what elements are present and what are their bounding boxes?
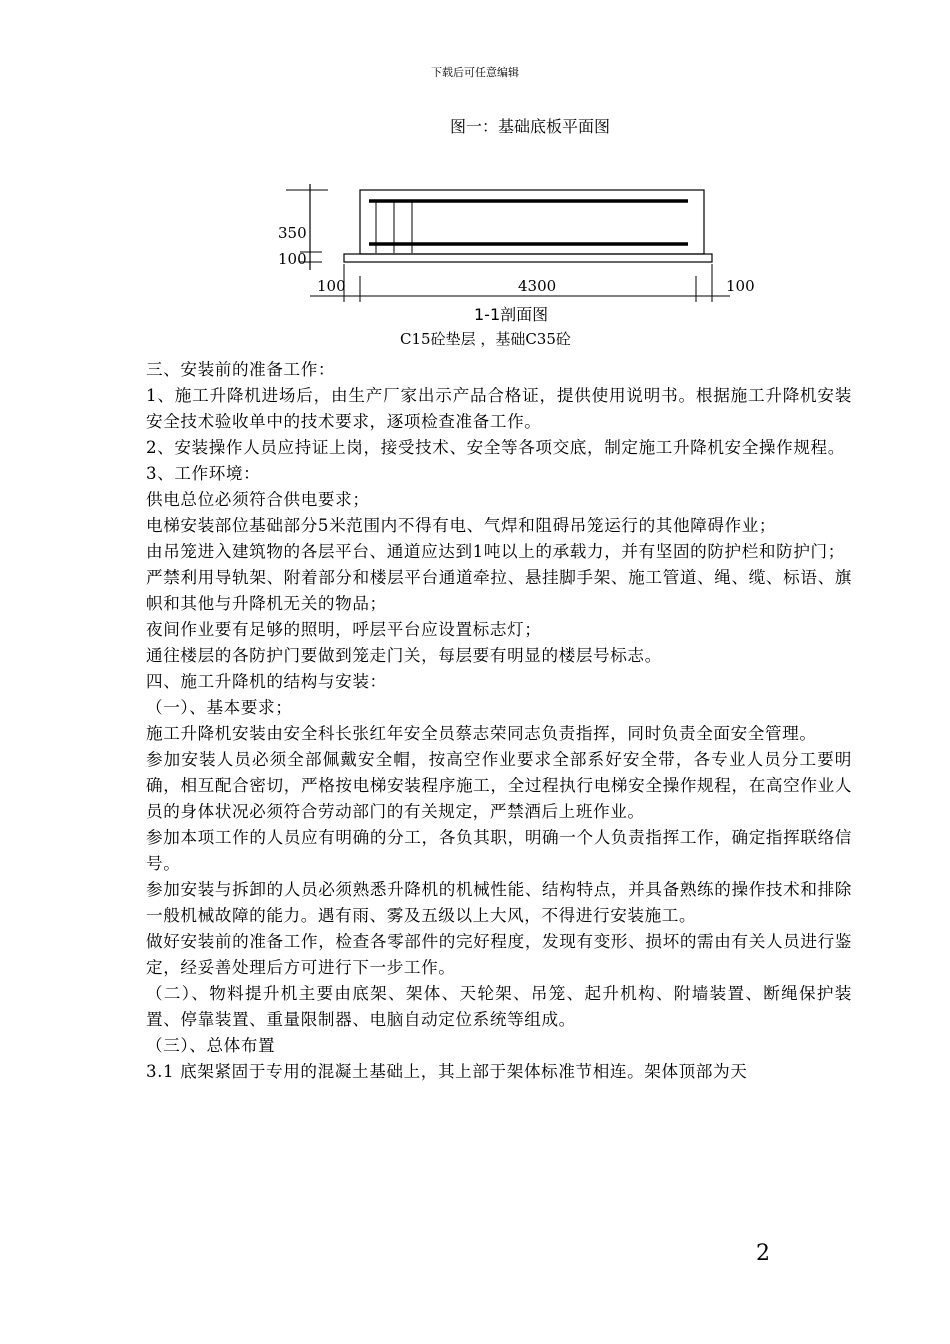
paragraph: 做好安装前的准备工作，检查各零部件的完好程度，发现有变形、损坏的需由有关人员进行鉴定，经妥善处理后方可进行下一步工作。 — [146, 932, 852, 977]
paragraph: 电梯安装部位基础部分5米范围内不得有电、气焊和阻碍吊笼运行的其他障碍作业； — [146, 516, 777, 535]
subsection-heading: （一）、基本要求； — [146, 698, 293, 717]
dim-label-100-vertical: 100 — [278, 250, 307, 268]
body-text — [146, 357, 852, 1085]
foundation-section-diagram — [270, 180, 770, 350]
dim-label-4300: 4300 — [518, 277, 557, 295]
header-note: 下载后可任意编辑 — [431, 66, 519, 79]
paragraph: 2、安装操作人员应持证上岗，接受技术、安全等各项交底，制定施工升降机安全操作规程。 — [146, 438, 845, 457]
paragraph: 夜间作业要有足够的照明，呼层平台应设置标志灯； — [146, 620, 542, 639]
figure-title: 图一：基础底板平面图 — [450, 117, 611, 136]
paragraph: 参加本项工作的人员应有明确的分工，各负其职，明确一个人负责指挥工作，确定指挥联络信号。 — [146, 828, 852, 873]
paragraph: 参加安装人员必须全部佩戴安全帽，按高空作业要求全部系好安全带，各专业人员分工要明确，相互配合密切，严格按电梯安装程序施工，全过程执行电梯安全操作规程，在高空作业人员的身体状况必须符合劳动部门的有关规定，严禁酒后上班作业。 — [146, 750, 852, 821]
section-heading: 三、安装前的准备工作： — [146, 360, 336, 379]
page-number: 2 — [756, 1241, 770, 1266]
subsection-heading: （三）、总体布置 — [146, 1036, 276, 1055]
paragraph: 1、施工升降机进场后，由生产厂家出示产品合格证，提供使用说明书。根据施工升降机安装安全技术验收单中的技术要求，逐项检查准备工作。 — [146, 386, 852, 431]
section-label: 1-1剖面图 — [474, 305, 549, 324]
paragraph: 3、工作环境： — [146, 464, 261, 483]
figure-note: C15砼垫层 ，基础C35砼 — [400, 330, 571, 348]
dim-label-100-right: 100 — [726, 277, 755, 295]
paragraph: 通往楼层的各防护门要做到笼走门关，每层要有明显的楼层号标志。 — [146, 646, 662, 665]
cushion-layer — [344, 254, 712, 262]
section-heading: 四、施工升降机的结构与安装： — [146, 672, 387, 691]
dim-label-350: 350 — [278, 224, 307, 242]
dim-label-100-left: 100 — [317, 277, 346, 295]
paragraph: 供电总位必须符合供电要求； — [146, 490, 370, 509]
paragraph: 3.1 底架紧固于专用的混凝土基础上，其上部于架体标准节相连。架体顶部为天 — [146, 1062, 748, 1081]
paragraph: 施工升降机安装由安全科长张红年安全员蔡志荣同志负责指挥，同时负责全面安全管理。 — [146, 724, 817, 743]
paragraph: 参加安装与拆卸的人员必须熟悉升降机的机械性能、结构特点，并具备熟练的操作技术和排除一般机械故障的能力。遇有雨、雾及五级以上大风，不得进行安装施工。 — [146, 880, 852, 925]
paragraph: 严禁利用导轨架、附着部分和楼层平台通道牵拉、悬挂脚手架、施工管道、绳、缆、标语、旗帜和其他与升降机无关的物品； — [146, 568, 852, 613]
paragraph: （二）、物料提升机主要由底架、架体、天轮架、吊笼、起升机构、附墙装置、断绳保护装置、停靠装置、重量限制器、电脑自动定位系统等组成。 — [146, 984, 852, 1029]
paragraph: 由吊笼进入建筑物的各层平台、通道应达到1吨以上的承载力，并有坚固的防护栏和防护门； — [146, 542, 845, 561]
